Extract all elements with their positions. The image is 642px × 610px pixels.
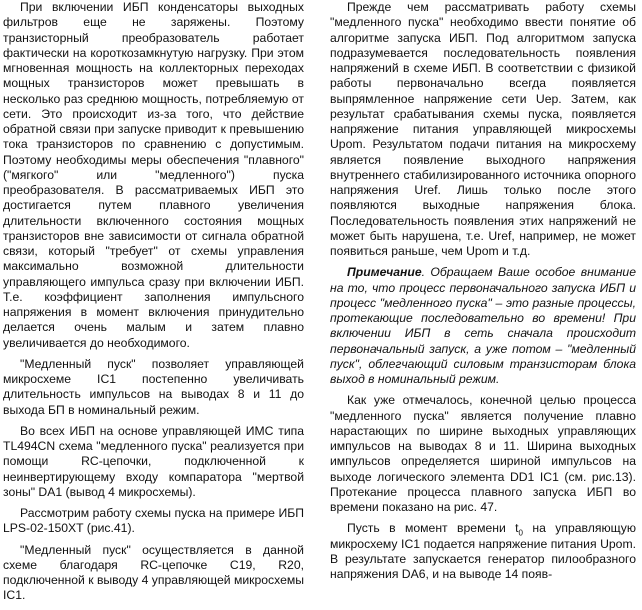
t0-subscript: 0 <box>518 528 523 538</box>
paragraph-ups-startup: При включении ИБП конденсаторы выходных фильтров еще не заряжены. Поэтому транзисторный преобразователь работает фактически на короткозамкнутую нагрузку. При этом мгновенная мощность на коллекторных переходах мощных транзисторов может превышать в несколько раз среднюю мощность, потребляемую от сети. Это происходит из-за того, что действие обратной связи при запуске приводит к превышению тока транзисторов по сравнению с допустимым. Поэтому необходимы меры обеспечения "плавного" ("мягкого" или "медленного") пуска преобразователя. В рассматриваемых ИБП это достигается путем плавного увеличения длительности включенного состояния мощных транзисторов вне зависимости от сигнала обратной связи, который "требует" от схемы управления максимально возможной длительности управляющего импульса сразу при включении ИБП. Т.е. коэффициент заполнения импульсного напряжения в момент включения принудительно делается очень малым и затем плавно увеличивается до необходимого. <box>3 0 304 350</box>
left-column <box>3 0 304 610</box>
paragraph-t0-start: Пусть в момент времени t <box>347 521 519 536</box>
note-paragraph <box>330 265 636 387</box>
paragraph-t0 <box>330 521 636 582</box>
paragraph-goal: Как уже отмечалось, конечной целью процесса "медленного пуска" является получение плавно нарастающих по ширине выходных управляющих импульсов на выводах 8 и 11. Ширина выходных импульсов определяется шириной импульсов на выходе логического элемента DD1 IC1 (см. рис.13). Протекание процесса плавного запуска ИБП во времени показано на рис. 47. <box>330 393 636 514</box>
paragraph-slow-start: "Медленный пуск" позволяет управляющей микросхеме IC1 постепенно увеличивать длительность импульсов на выводах 8 и 11 до выхода БП в номинальный режим. <box>3 356 304 417</box>
note-text: . Обращаем Ваше особое внимание на то, что процесс первоначального запуска ИБП и процесс "медленного пуска" – это разные процессы, протекающие последовательно во времени! При включении ИБП в сеть сначала происходит первоначальный запуск, а уже потом – "медленный пуск", облегчающий силовым транзисторам блока выход в номинальный режим. <box>330 265 636 386</box>
paragraph-rc-chain: "Медленный пуск" осуществляется в данной схеме благодаря RC-цепочке C19, R20, подключенной к выводу 4 управляющей микросхемы IC1. <box>3 542 304 603</box>
paragraph-tl494: Во всех ИБП на основе управляющей ИМС типа TL494CN схема "медленного пуска" реализуется при помощи RC-цепочки, подключенной к неинвертирующему входу компаратора "мертвой зоны" DA1 (вывод 4 микросхемы). <box>3 423 304 499</box>
right-column <box>330 0 636 588</box>
note-label: Примечание <box>347 265 422 280</box>
paragraph-t0-end: на управляющую микросхему IC1 подается напряжение питания Upom. В результате запускается генератор пилообразного напряжения DA6, и на выводе 14 появ- <box>330 521 636 581</box>
paragraph-startup-algorithm: Прежде чем рассматривать работу схемы "медленного пуска" необходимо ввести понятие об алгоритме запуска ИБП. Под алгоритмом запуска подразумевается последовательность появления напряжений в схеме ИБП. В соответствии с физикой работы первоначально всегда появляется выпрямленное напряжение сети Uep. Затем, как результат срабатывания схемы пуска, появляется напряжение питания управляющей микросхемы Upom. Результатом подачи питания на микросхему является появление выходного напряжения внутреннего стабилизированного источника опорного напряжения Uref. Лишь только после этого появляются выходные напряжения блока. Последовательность появления этих напряжений не может быть нарушена, т.е. Uref, например, не может появиться раньше, чем Upom и т.д. <box>330 0 636 258</box>
paragraph-example: Рассмотрим работу схемы пуска на примере ИБП LPS-02-150XT (рис.41). <box>3 506 304 536</box>
